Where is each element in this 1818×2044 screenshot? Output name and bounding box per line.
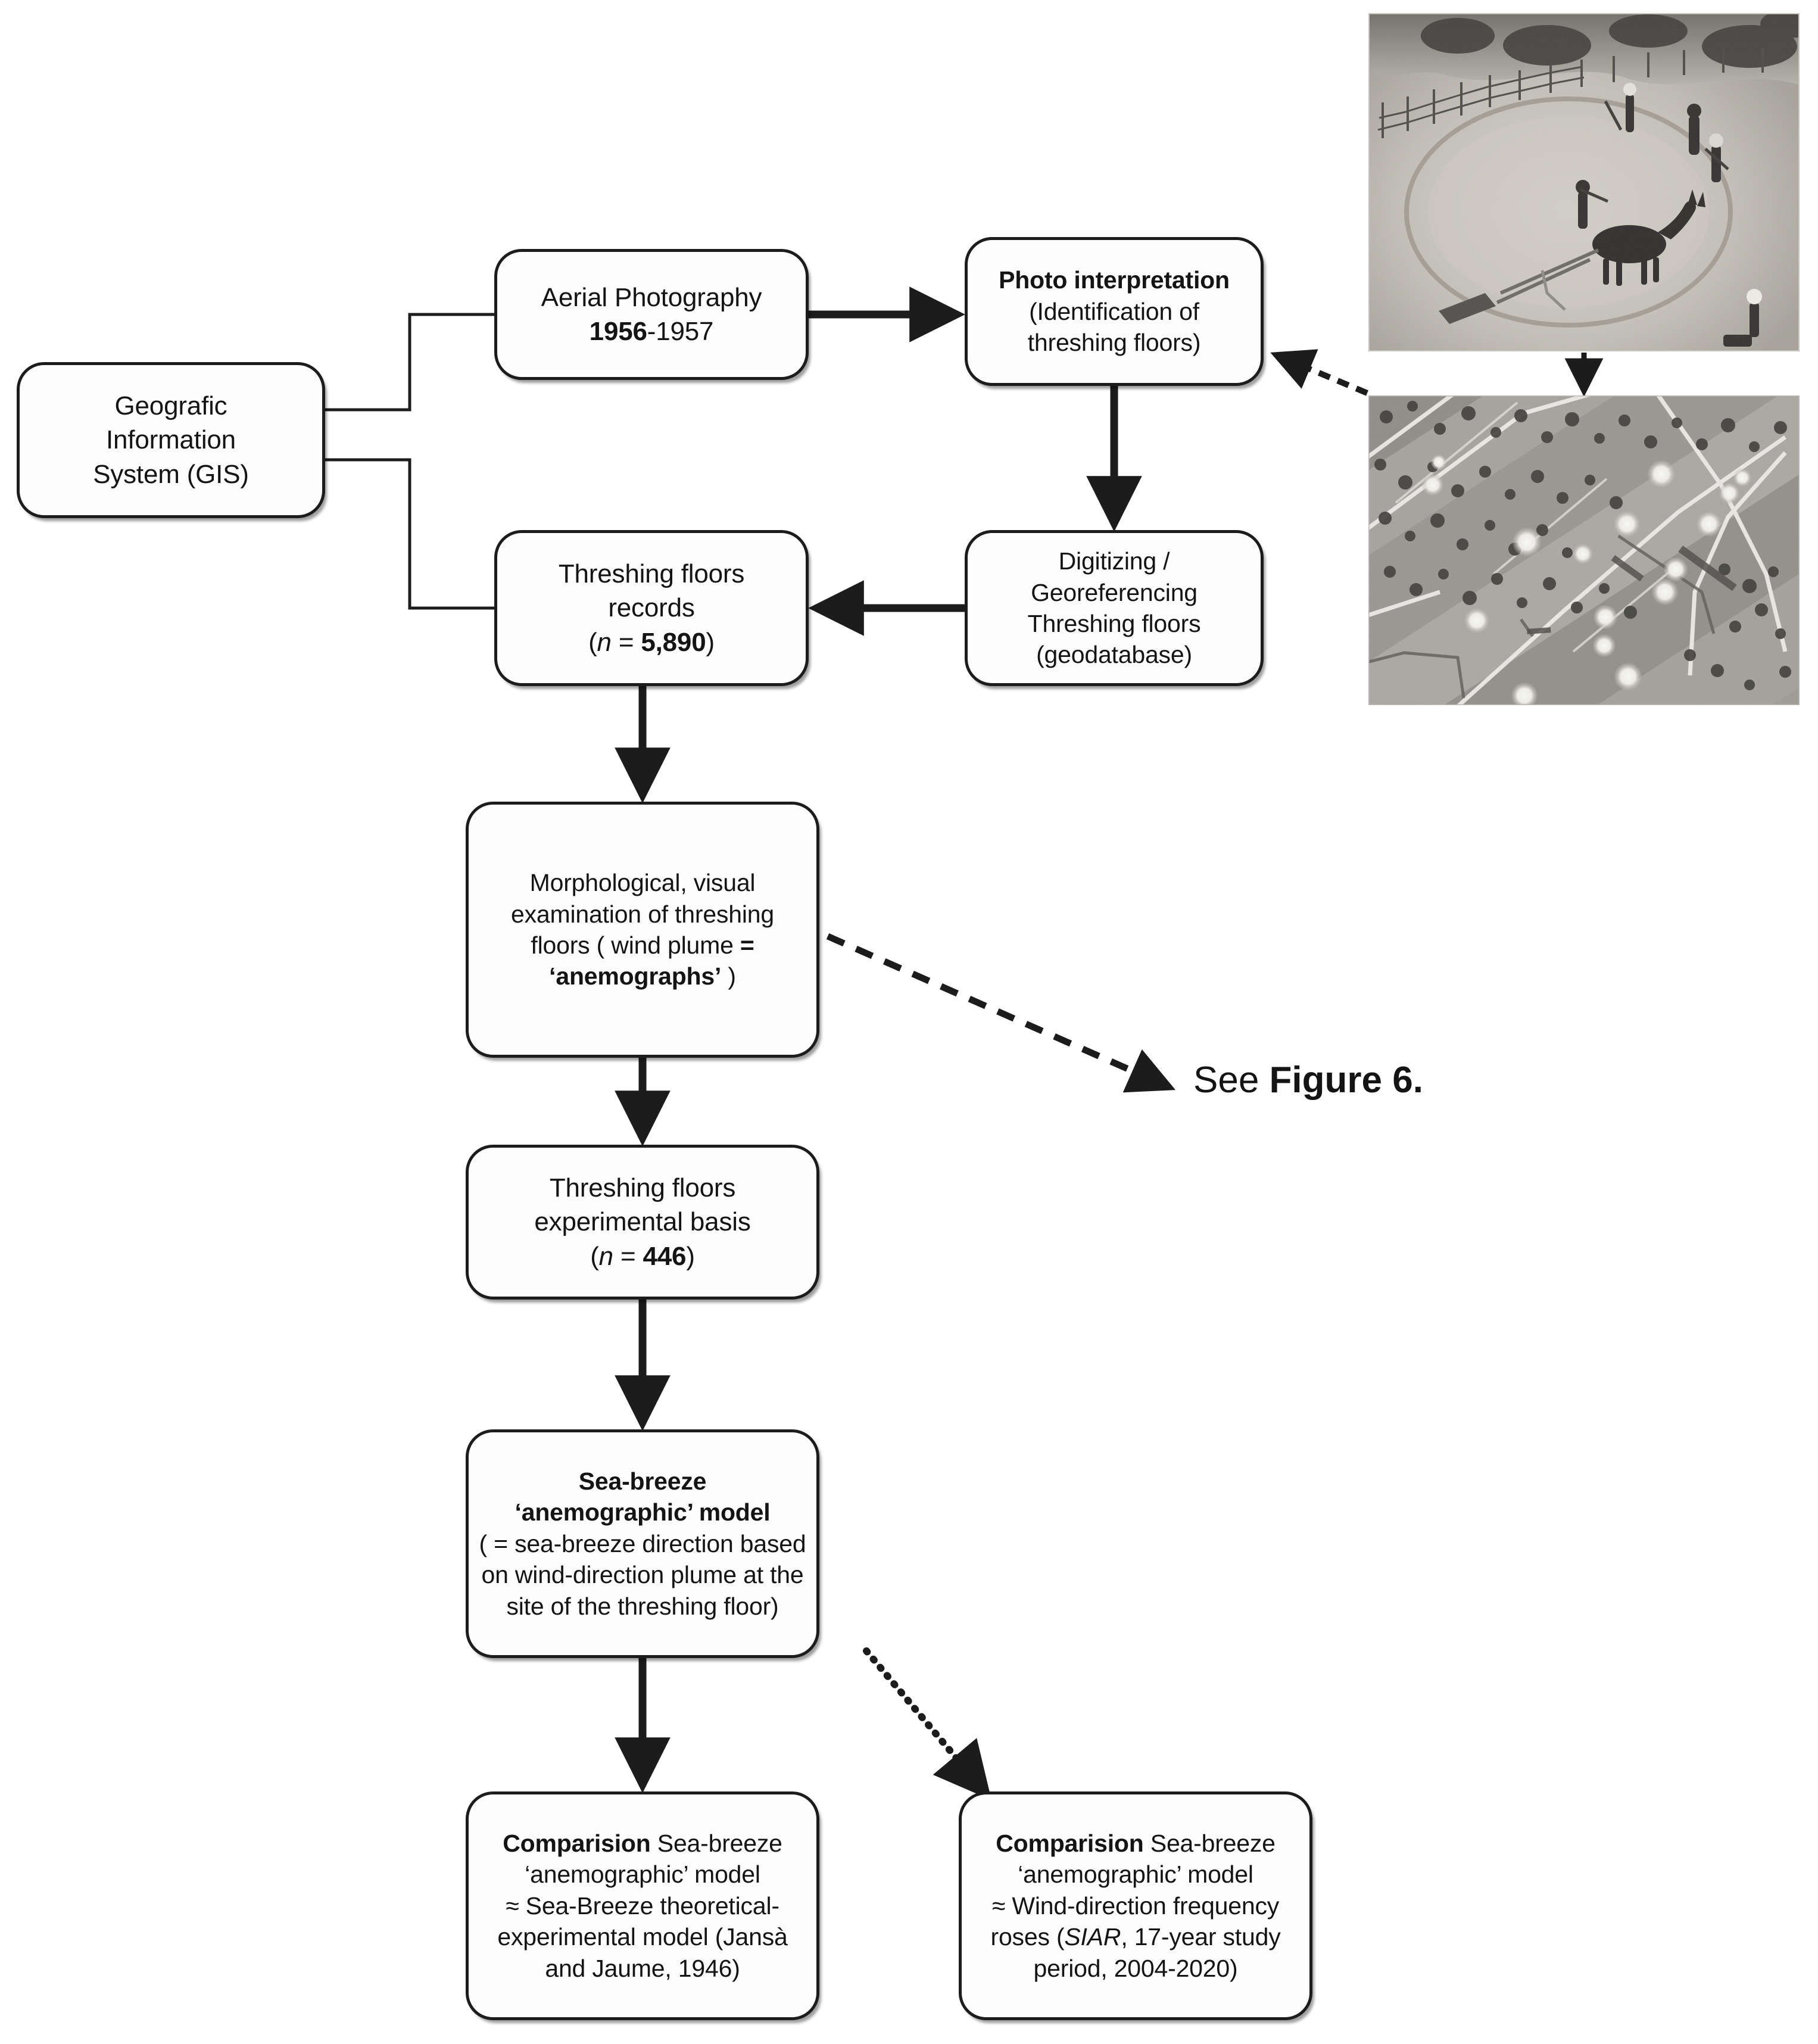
edge-gis-branch xyxy=(325,314,494,608)
aerial-photo-graphic xyxy=(1368,395,1800,705)
edge-aerialphoto-to-photointerp xyxy=(1279,356,1367,393)
node-threshing-floors-records[interactable] xyxy=(494,530,809,686)
node-comparison-wind-roses[interactable] xyxy=(959,1791,1312,2020)
see-figure-annotation xyxy=(1193,1059,1423,1101)
node-aerial-photography[interactable] xyxy=(494,249,809,380)
node-experimental-basis[interactable] xyxy=(466,1145,819,1300)
node-experimental-basis-label: Threshing floors experimental basis (n = 446) xyxy=(534,1173,751,1271)
node-comparison-theoretical-model-label: Comparision Sea-breeze ‘anemographic’ model ≈ Sea-Breeze theoretical- experimental model (Jansà and Jaume, 1946) xyxy=(497,1829,788,1982)
aerial-photograph-threshing-floors xyxy=(1368,395,1800,705)
node-morphological-examination[interactable] xyxy=(466,802,819,1058)
node-comparison-theoretical-model[interactable] xyxy=(466,1791,819,2020)
node-sea-breeze-model-label: Sea-breeze ‘anemographic’ model ( = sea-breeze direction based on wind-direction plume at the site of the threshing floor) xyxy=(479,1467,806,1620)
node-morphological-examination-label: Morphological, visual examination of threshing floors ( wind plume = ‘anemographs’ ) xyxy=(511,869,774,990)
node-digitizing-georeferencing-label: Digitizing / Georeferencing Threshing floors (geodatabase) xyxy=(1027,547,1201,669)
see-figure-text: See Figure 6. xyxy=(1193,1060,1423,1101)
edge-morphological-to-seefigure xyxy=(828,936,1166,1086)
node-comparison-wind-roses-label: Comparision Sea-breeze ‘anemographic’ model ≈ Wind-direction frequency roses (SIAR, 17-year study period, 2004-2020) xyxy=(990,1829,1281,1982)
node-aerial-photography-label: Aerial Photography 1956-1957 xyxy=(541,282,762,346)
node-sea-breeze-model[interactable] xyxy=(466,1429,819,1658)
node-threshing-floors-records-label: Threshing floors records (n = 5,890) xyxy=(558,559,745,657)
node-digitizing-georeferencing[interactable] xyxy=(965,530,1264,686)
threshing-photo-graphic xyxy=(1368,13,1800,351)
node-photo-interpretation[interactable] xyxy=(965,237,1264,386)
historic-threshing-floor-photograph xyxy=(1368,13,1800,351)
node-photo-interpretation-label: Photo interpretation (Identification of threshing floors) xyxy=(999,266,1230,357)
node-gis[interactable] xyxy=(17,362,325,518)
edge-seabreeze-to-comparison-right xyxy=(866,1651,978,1784)
node-gis-label: Geografic Information System (GIS) xyxy=(93,391,249,489)
